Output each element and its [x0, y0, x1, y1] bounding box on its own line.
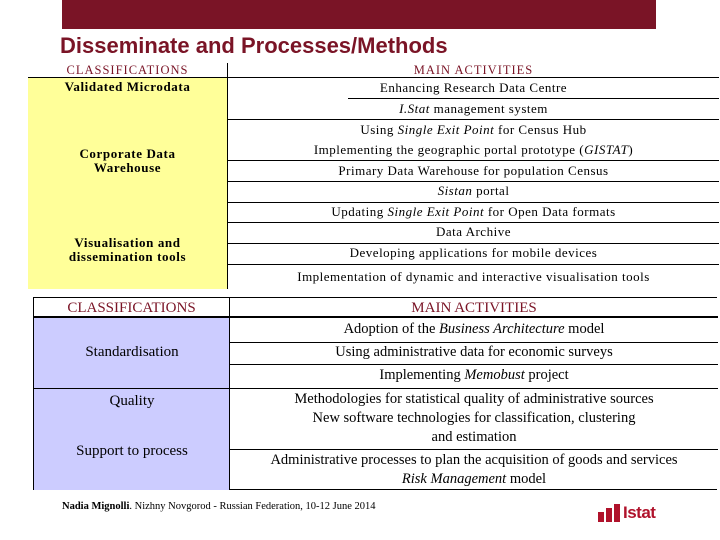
classification-item: Standardisation	[85, 344, 179, 360]
classification-item: Support to process	[76, 443, 188, 459]
activity-row: New software technologies for classification, clustering	[312, 410, 636, 426]
istat-logo-icon	[598, 504, 620, 522]
classification-item: Visualisation and dissemination tools	[68, 235, 187, 264]
brand-bar	[62, 0, 656, 29]
table-dissemination	[28, 63, 718, 289]
activity-row: Implementing Memobust project	[379, 367, 569, 383]
activities-header: MAIN ACTIVITIES	[228, 63, 719, 78]
footer-citation	[62, 501, 376, 512]
activity-row: Implementing the geographic portal prototype (GISTAT)	[313, 142, 634, 157]
classifications-column	[28, 63, 227, 289]
activity-row: Sistan portal	[437, 183, 510, 198]
activities-header: MAIN ACTIVITIES	[230, 298, 718, 318]
footer-author: Nadia Mignolli	[62, 501, 130, 512]
activity-row: I.Stat management system	[399, 101, 548, 116]
activity-row: Developing applications for mobile devices	[349, 245, 598, 260]
activities-column	[227, 63, 718, 289]
istat-logo	[598, 503, 655, 523]
activity-row: Using administrative data for economic surveys	[335, 344, 613, 360]
classifications-header: CLASSIFICATIONS	[34, 298, 230, 318]
activity-row: Using Single Exit Point for Census Hub	[360, 122, 587, 137]
classification-item: Corporate Data Warehouse	[79, 146, 176, 175]
slide-title: Disseminate and Processes/Methods	[60, 33, 448, 58]
activity-row: Adoption of the Business Architecture model	[343, 321, 605, 337]
classification-item: Quality	[109, 393, 155, 409]
activity-row: Risk Management model	[401, 471, 547, 487]
activity-row: Administrative processes to plan the acquisition of goods and services	[270, 452, 678, 468]
activity-row: Updating Single Exit Point for Open Data formats	[331, 204, 616, 219]
classification-item: Validated Microdata	[28, 80, 227, 94]
table-processes-methods	[33, 297, 717, 490]
classifications-header: CLASSIFICATIONS	[28, 63, 227, 78]
activity-row: Data Archive	[436, 224, 511, 239]
activity-row: and estimation	[431, 429, 517, 445]
classifications-column	[34, 318, 230, 490]
istat-logo-text: Istat	[623, 503, 656, 522]
activity-row: Primary Data Warehouse for population Census	[338, 163, 609, 178]
activity-row: Implementation of dynamic and interactive visualisation tools	[297, 269, 650, 284]
activity-row: Methodologies for statistical quality of administrative sources	[294, 391, 654, 407]
activity-row: Enhancing Research Data Centre	[379, 80, 568, 95]
footer-event: . Nizhny Novgorod - Russian Federation, 10-12 June 2014	[129, 501, 376, 512]
